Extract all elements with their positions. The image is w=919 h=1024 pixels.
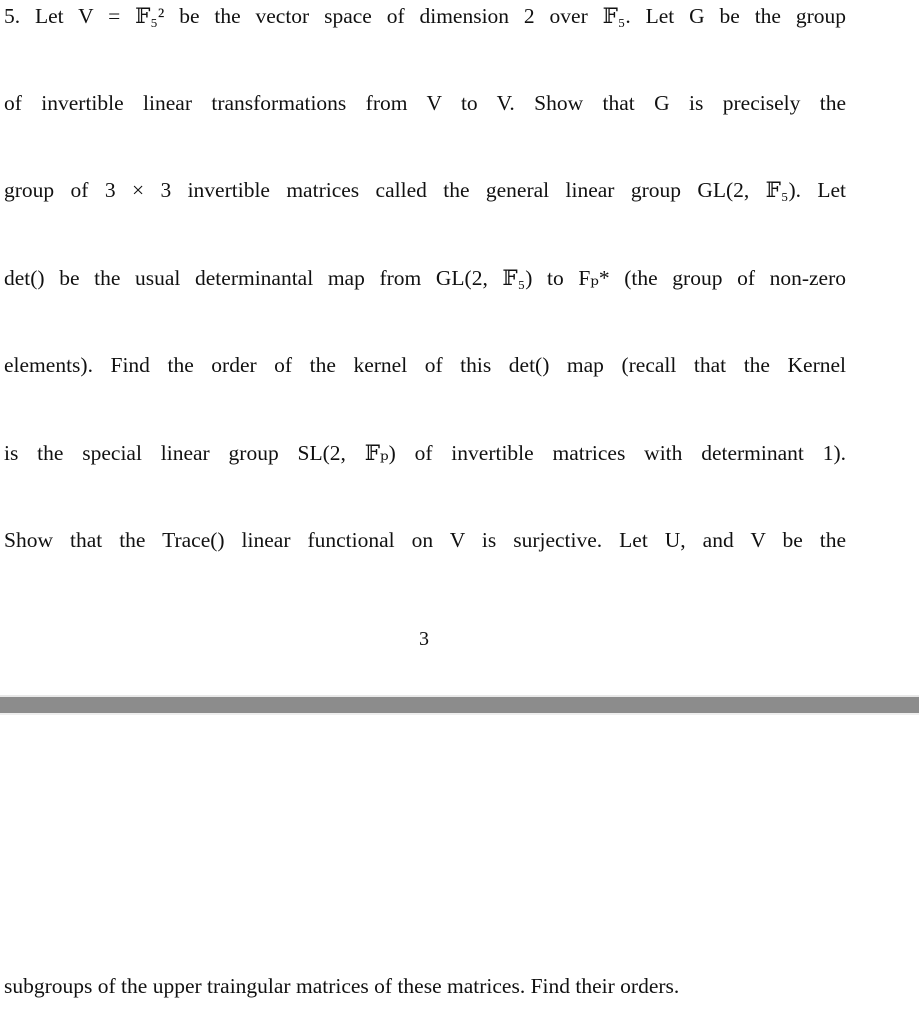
page-number: 3: [419, 628, 429, 650]
text-line: Show that the Trace() linear functional on V is surjective. Let U, and V be the: [4, 528, 846, 552]
text-line: of invertible linear transformations from V to V. Show that G is precisely the: [4, 91, 846, 115]
text-line: subgroups of the upper traingular matrices of these matrices. Find their orders.: [4, 974, 680, 998]
text-line: 5. Let V = 𝔽₅² be the vector space of dimension 2 over 𝔽₅. Let G be the group: [4, 4, 846, 28]
text-line: elements). Find the order of the kernel of this det() map (recall that the Kernel: [4, 353, 846, 377]
text-line: group of 3 × 3 invertible matrices called the general linear group GL(2, 𝔽₅). Let: [4, 178, 846, 202]
page-separator: [0, 695, 919, 715]
text-line: det() be the usual determinantal map from GL(2, 𝔽₅) to Fₚ* (the group of non-zero: [4, 266, 846, 290]
text-line: is the special linear group SL(2, 𝔽ₚ) of invertible matrices with determinant 1).: [4, 441, 846, 465]
